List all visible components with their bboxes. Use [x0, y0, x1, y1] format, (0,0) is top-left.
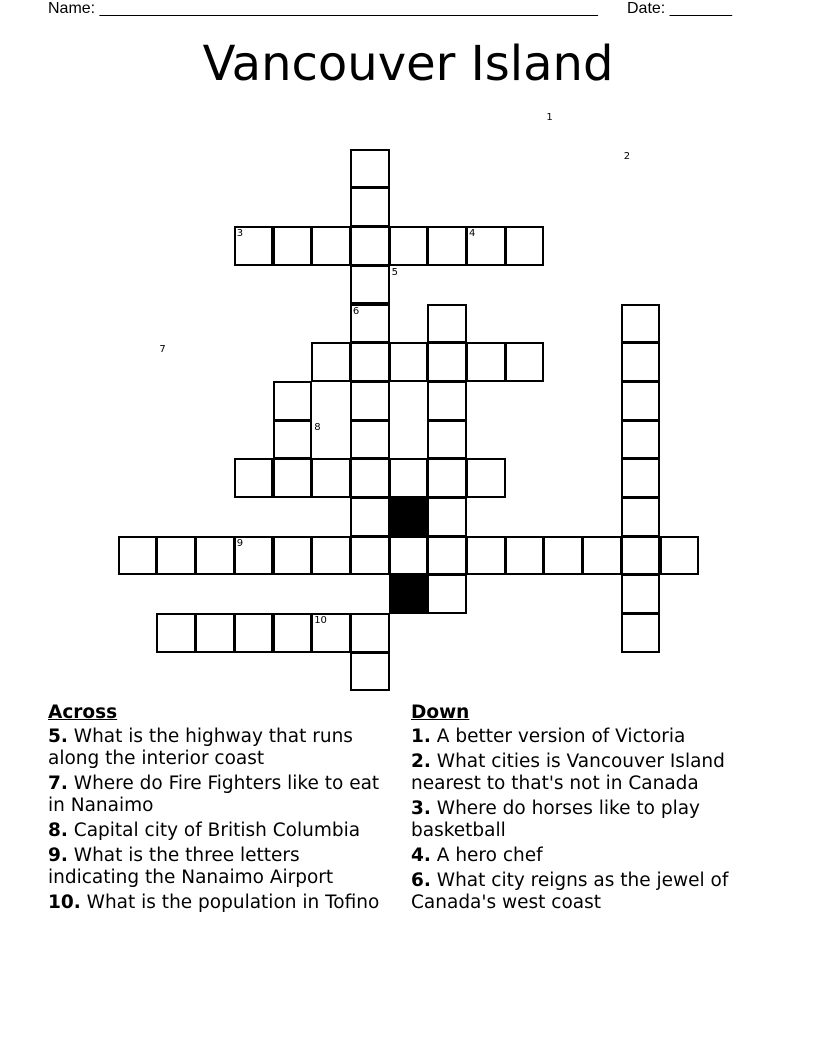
down-clue [411, 751, 781, 795]
grid-cell[interactable] [350, 381, 390, 421]
grid-cell[interactable] [505, 226, 545, 266]
grid-cell[interactable] [311, 458, 351, 498]
down-clues [411, 702, 781, 917]
grid-cell[interactable] [466, 342, 506, 382]
grid-cell[interactable] [621, 420, 661, 460]
across-clues [48, 702, 393, 917]
grid-cell[interactable] [427, 536, 467, 576]
grid-cell[interactable] [621, 381, 661, 421]
grid-cell[interactable] [427, 497, 467, 537]
grid-cell[interactable] [621, 342, 661, 382]
clue-text: Where do horses like to play basketball [411, 798, 700, 841]
clue-text: What is the three letters indicating the Nanaimo Airport [48, 845, 334, 888]
grid-cell[interactable] [350, 265, 390, 305]
grid-cell[interactable] [505, 536, 545, 576]
grid-cell[interactable] [156, 536, 196, 576]
grid-cell[interactable] [621, 613, 661, 653]
across-clue [48, 773, 393, 817]
clue-number: 4 [469, 228, 476, 240]
clue-num: 1. [411, 726, 431, 747]
name-line: ________________________________________________________ [99, 0, 598, 17]
clue-text: A hero chef [430, 845, 543, 866]
grid-cell[interactable] [311, 342, 351, 382]
grid-cell[interactable] [350, 149, 390, 189]
date-line: _______ [669, 0, 732, 17]
name-label: Name: [48, 0, 96, 17]
clue-num: 7. [48, 773, 68, 794]
clue-number: 1 [546, 112, 553, 123]
clue-num: 6. [411, 870, 431, 891]
clue-number: 5 [391, 266, 398, 278]
grid-cell[interactable] [273, 381, 313, 421]
across-clue [48, 820, 393, 842]
grid-cell[interactable] [427, 458, 467, 498]
grid-cell[interactable] [389, 342, 429, 382]
grid-cell[interactable] [195, 613, 235, 653]
grid-cell[interactable] [389, 458, 429, 498]
grid-cell[interactable] [156, 613, 196, 653]
down-clue [411, 726, 781, 748]
clue-number: 3 [236, 228, 244, 240]
grid-cell[interactable] [621, 497, 661, 537]
clue-num: 2. [411, 751, 431, 772]
grid-cell[interactable] [350, 536, 390, 576]
grid-cell[interactable] [311, 536, 351, 576]
grid-cell[interactable] [118, 536, 158, 576]
grid-cell[interactable] [350, 458, 390, 498]
down-clue [411, 798, 781, 842]
grid-cell[interactable] [621, 458, 661, 498]
clue-number: 10 [314, 615, 327, 627]
clue-num: 8. [48, 820, 68, 841]
clue-text: Where do Fire Fighters like to eat in Nanaimo [48, 773, 380, 816]
grid-cell[interactable] [273, 420, 313, 460]
grid-cell[interactable] [195, 536, 235, 576]
grid-cell[interactable] [273, 613, 313, 653]
grid-cell[interactable] [350, 420, 390, 460]
grid-cell[interactable] [427, 304, 467, 344]
grid-cell[interactable] [350, 613, 390, 653]
grid-cell[interactable] [543, 536, 583, 576]
grid-cell[interactable] [234, 458, 274, 498]
grid-cell[interactable] [389, 226, 429, 266]
clue-num: 10. [48, 892, 81, 913]
clue-num: 4. [411, 845, 431, 866]
grid-cell[interactable] [427, 342, 467, 382]
grid-cell[interactable] [273, 226, 313, 266]
grid-cell[interactable] [660, 536, 700, 576]
grid-cell[interactable] [621, 536, 661, 576]
down-clue [411, 845, 781, 867]
across-clue [48, 892, 393, 914]
grid-cell[interactable] [621, 574, 661, 614]
grid-cell[interactable] [389, 536, 429, 576]
clue-text: What is the highway that runs along the interior coast [48, 726, 353, 769]
grid-cell[interactable] [273, 536, 313, 576]
grid-cell[interactable] [427, 226, 467, 266]
grid-cell[interactable] [621, 304, 661, 344]
grid-cell[interactable] [505, 342, 545, 382]
clue-num: 5. [48, 726, 68, 747]
grid-cell[interactable] [350, 497, 390, 537]
across-clue [48, 845, 393, 889]
clue-text: Capital city of British Columbia [67, 820, 361, 841]
grid-cell[interactable] [582, 536, 622, 576]
clue-text: What cities is Vancouver Island nearest to that's not in Canada [411, 751, 725, 794]
grid-cell[interactable] [427, 381, 467, 421]
clue-num: 3. [411, 798, 431, 819]
puzzle-title: Vancouver Island [202, 36, 614, 92]
black-cell [389, 574, 429, 614]
clue-number: 7 [159, 344, 166, 356]
grid-cell[interactable] [234, 613, 274, 653]
grid-cell[interactable] [350, 187, 390, 227]
grid-cell[interactable] [350, 342, 390, 382]
down-heading: Down [411, 702, 470, 723]
grid-cell[interactable] [350, 226, 390, 266]
clue-number: 8 [314, 421, 321, 433]
black-cell [389, 497, 429, 537]
date-label: Date: [627, 0, 666, 17]
grid-cell[interactable] [311, 226, 351, 266]
clue-text: A better version of Victoria [430, 726, 686, 747]
grid-cell[interactable] [466, 458, 506, 498]
clue-number: 6 [352, 305, 360, 317]
clue-text: What is the population in Tofino [80, 892, 380, 913]
grid-cell[interactable] [466, 536, 506, 576]
clue-number: 9 [236, 537, 244, 549]
clue-num: 9. [48, 845, 68, 866]
grid-cell[interactable] [427, 574, 467, 614]
down-clue [411, 870, 781, 914]
across-heading: Across [48, 702, 118, 723]
grid-cell[interactable] [273, 458, 313, 498]
clue-text: What city reigns as the jewel of Canada's west coast [411, 870, 729, 913]
across-clue [48, 726, 393, 770]
grid-cell[interactable] [427, 420, 467, 460]
grid-cell[interactable] [350, 652, 390, 692]
clue-number: 2 [623, 150, 631, 162]
